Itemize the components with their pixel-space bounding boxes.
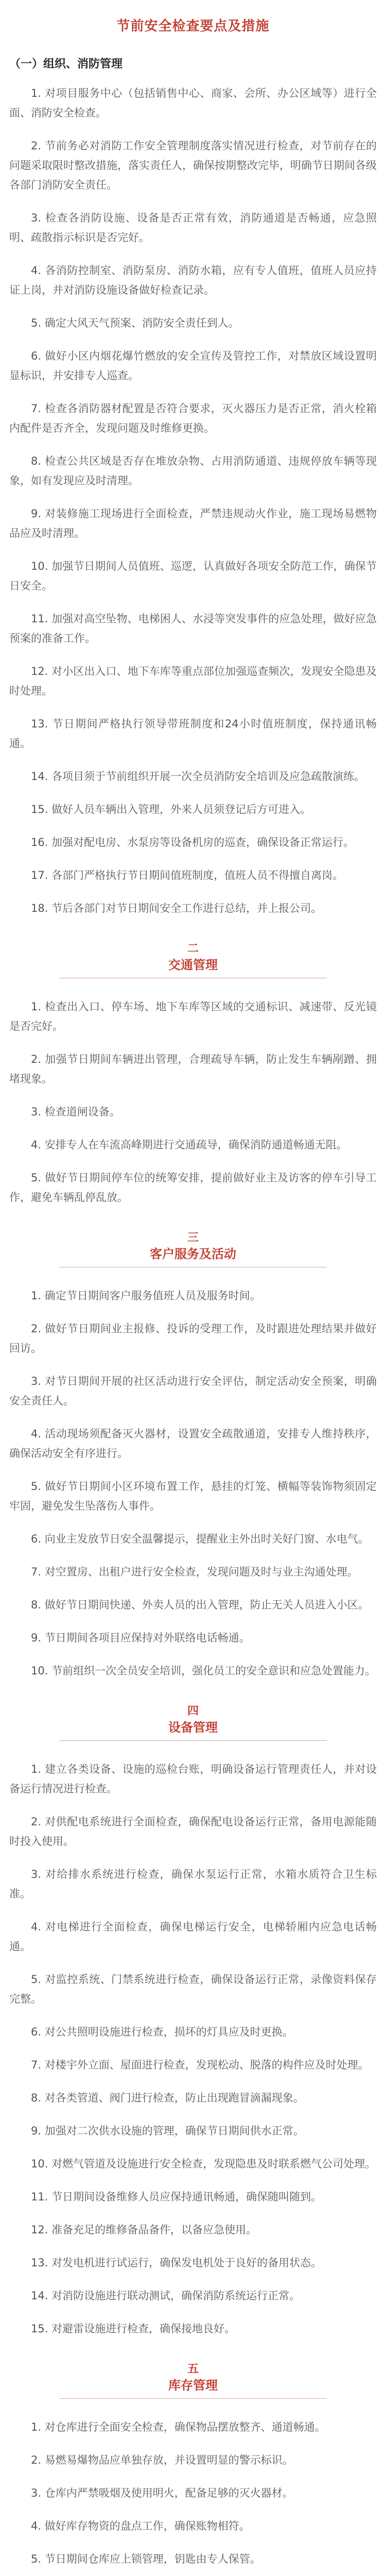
list-item: 9. 对装修施工现场进行全面检查，严禁违规动火作业，施工现场易燃物品应及时清理。 [9, 507, 377, 539]
list-item: 5. 对监控系统、门禁系统进行检查，确保设备运行正常，录像资料保存完整。 [9, 1973, 377, 2005]
list-item: 1. 对项目服务中心（包括销售中心、商家、会所、办公区域等）进行全面、消防安全检查。 [9, 87, 377, 119]
list-item: 2. 节前务必对消防工作安全管理制度落实情况进行检查，对节前存在的问题采取限时整改措施，落实责任人，确保按期整改完毕，明确节日期间各级各部门消防安全责任。 [9, 140, 377, 191]
section-title: 交通管理 [168, 958, 218, 972]
list-item: 3. 对节日期间开展的社区活动进行安全评估，制定活动安全预案，明确安全责任人。 [9, 1375, 377, 1407]
list-item: 2. 对供配电系统进行全面检查，确保配电设备运行正常，备用电源能随时投入使用。 [9, 1816, 377, 1848]
list-item: 12. 对小区出入口、地下车库等重点部位加强巡查频次，发现安全隐患及时处理。 [9, 665, 377, 697]
list-item: 7. 对楼宇外立面、屋面进行检查，发现松动、脱落的构件应及时处理。 [31, 2059, 369, 2071]
list-item: 1. 确定节日期间客户服务值班人员及服务时间。 [31, 1290, 261, 1302]
list-item: 2. 做好节日期间业主报修、投诉的受理工作，及时跟进处理结果并做好回访。 [9, 1323, 377, 1354]
list-item: 4. 对电梯进行全面检查，确保电梯运行安全，电梯轿厢内应急电话畅通。 [9, 1921, 377, 1953]
list-item: 3. 仓库内严禁吸烟及使用明火，配备足够的灭火器材。 [31, 2487, 293, 2499]
list-item: 5. 确定大风天气预案、消防安全责任到人。 [31, 317, 239, 329]
section-header [9, 1704, 377, 1741]
list-item: 3. 检查道闸设备。 [31, 1106, 120, 1118]
section-number: 三 [187, 1231, 199, 1244]
section-header [9, 1231, 377, 1267]
list-item: 2. 加强节日期间车辆进出管理，合理疏导车辆，防止发生车辆剐蹭、拥堵现象。 [9, 1053, 377, 1085]
list-item: 2. 易燃易爆物品应单独存放，并设置明显的警示标识。 [31, 2454, 293, 2466]
list-item: 12. 准备充足的维修备品备件，以备应急使用。 [31, 2224, 257, 2236]
list-item: 6. 对公共照明设施进行检查，损坏的灯具应及时更换。 [31, 2026, 293, 2038]
list-item: 13. 对发电机进行试运行，确保发电机处于良好的备用状态。 [31, 2257, 322, 2269]
list-item: 7. 对空置房、出租户进行安全检查，发现问题及时与业主沟通处理。 [31, 1566, 358, 1578]
list-item: 10. 加强节日期间人员值班、巡逻，认真做好各项安全防范工作，确保节日安全。 [9, 560, 377, 592]
list-item: 3. 检查各消防设施、设备是否正常有效，消防通道是否畅通，应急照明、疏散指示标识是否完好。 [9, 212, 377, 244]
list-item: 4. 做好库存物资的盘点工作，确保账物相符。 [31, 2520, 250, 2532]
section-header [9, 2362, 377, 2399]
section-subheading: （一）组织、消防管理 [9, 58, 123, 71]
document-title: 节前安全检查要点及措施 [116, 19, 270, 34]
list-item: 11. 加强对高空坠物、电梯困人、水浸等突发事件的应急处理，做好应急预案的准备工作。 [9, 613, 377, 645]
list-item: 5. 做好节日期间小区环境布置工作，悬挂的灯笼、横幅等装饰物须固定牢固，避免发生坠落伤人事件。 [9, 1480, 377, 1512]
list-item: 8. 检查公共区域是否存在堆放杂物、占用消防通道、违规停放车辆等现象，如有发现应及时清理。 [9, 455, 377, 487]
section-title: 设备管理 [168, 1720, 218, 1735]
list-item: 1. 检查出入口、停车场、地下车库等区域的交通标识、减速带、反光镜是否完好。 [9, 1001, 377, 1032]
list-item: 15. 做好人员车辆出入管理，外来人员须登记后方可进入。 [31, 803, 311, 816]
list-item: 8. 做好节日期间快递、外卖人员的出入管理，防止无关人员进入小区。 [31, 1599, 369, 1611]
list-item: 10. 对燃气管道及设施进行安全检查，发现隐患及时联系燃气公司处理。 [31, 2158, 376, 2170]
list-item: 16. 加强对配电房、水泵房等设备机房的巡查，确保设备正常运行。 [31, 836, 355, 849]
list-item: 9. 节日期间各项目应保持对外联络电话畅通。 [31, 1632, 250, 1644]
list-item: 1. 建立各类设备、设施的巡检台账，明确设备运行管理责任人，并对设备运行情况进行检查。 [9, 1763, 377, 1795]
list-item: 1. 对仓库进行全面安全检查，确保物品摆放整齐、通道畅通。 [31, 2421, 326, 2433]
section-divider [59, 1740, 327, 1741]
list-item: 14. 对消防设施进行联动测试，确保消防系统运行正常。 [31, 2290, 301, 2302]
section-title: 库存管理 [168, 2378, 218, 2393]
section-number: 四 [187, 1705, 199, 1718]
list-item: 5. 节日期间仓库应上锁管理，钥匙由专人保管。 [31, 2553, 261, 2565]
section-number: 五 [187, 2363, 199, 2376]
section-number: 二 [187, 942, 199, 955]
list-item: 10. 节前组织一次全员安全培训，强化员工的安全意识和应急处置能力。 [31, 1665, 376, 1677]
list-item: 6. 向业主发放节日安全温馨提示，提醒业主外出时关好门窗、水电气。 [31, 1533, 369, 1545]
list-item: 4. 活动现场须配备灭火器材，设置安全疏散通道，安排专人维持秩序，确保活动安全有序进行。 [9, 1428, 377, 1460]
list-item: 4. 各消防控制室、消防泵房、消防水箱，应有专人值班，值班人员应持证上岗，并对消防设施设备做好检查记录。 [9, 264, 377, 296]
list-item: 8. 对各类管道、阀门进行检查，防止出现跑冒滴漏现象。 [31, 2092, 304, 2104]
section-title: 客户服务及活动 [150, 1247, 236, 1261]
sections-container [9, 55, 377, 2576]
list-item: 13. 节日期间严格执行领导带班制度和24小时值班制度，保持通讯畅通。 [9, 718, 377, 750]
list-item: 5. 做好节日期间停车位的统筹安排，提前做好业主及访客的停车引导工作，避免车辆乱停乱放。 [9, 1172, 377, 1204]
list-item: 4. 安排专人在车流高峰期进行交通疏导，确保消防通道畅通无阻。 [31, 1139, 347, 1151]
list-item: 7. 检查各消防器材配置是否符合要求，灭火器压力是否正常，消火栓箱内配件是否齐全，发现问题及时维修更换。 [9, 402, 377, 434]
section-header [9, 942, 377, 978]
list-item: 6. 做好小区内烟花爆竹燃放的安全宣传及管控工作，对禁放区域设置明显标识，并安排专人巡查。 [9, 350, 377, 382]
list-item: 14. 各项目须于节前组织开展一次全员消防安全培训及应急疏散演练。 [31, 770, 365, 783]
section-divider [59, 2398, 327, 2399]
list-item: 18. 节后各部门对节日期间安全工作进行总结，并上报公司。 [31, 902, 322, 914]
list-item: 17. 各部门严格执行节日期间值班制度，值班人员不得擅自离岗。 [31, 869, 344, 882]
list-item: 15. 对避雷设施进行检查，确保接地良好。 [31, 2323, 236, 2335]
list-item: 11. 节日期间设备维修人员应保持通讯畅通，确保随叫随到。 [31, 2191, 322, 2203]
list-item: 3. 对给排水系统进行检查，确保水泵运行正常，水箱水质符合卫生标准。 [9, 1868, 377, 1900]
list-item: 9. 加强对二次供水设施的管理，确保节日期间供水正常。 [31, 2125, 304, 2137]
